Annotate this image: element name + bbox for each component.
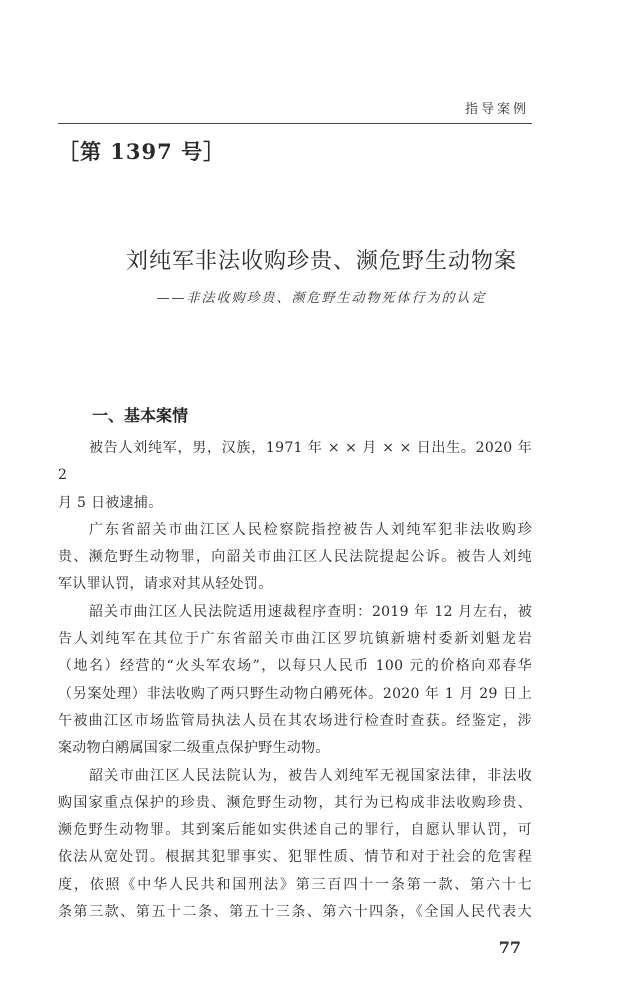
- text-line: （地名）经营的“火头军农场”，以每只人民币 100 元的价格向邓春华: [58, 658, 532, 675]
- header-rule: [58, 123, 532, 124]
- paragraph: [58, 435, 532, 517]
- page-number: 77: [498, 938, 521, 957]
- paragraph: [58, 763, 532, 927]
- text-line: 韶关市曲江区人民法院适用速裁程序查明：2019 年 12 月左右，被: [89, 603, 532, 620]
- text-line: 被告人刘纯军，男，汉族，1971 年 × × 月 × × 日出生。2020 年 2: [58, 440, 532, 484]
- section-heading: 一、基本案情: [92, 406, 189, 425]
- text-line: 濒危野生动物罪。其到案后能如实供述自己的罪行，自愿认罪认罚，可: [58, 822, 532, 839]
- case-subtitle: ——非法收购珍贵、濒危野生动物死体行为的认定: [156, 291, 487, 306]
- text-line: （另案处理）非法收购了两只野生动物白鹇死体。2020 年 1 月 29 日上: [58, 685, 532, 702]
- text-line: 案动物白鹇属国家二级重点保护野生动物。: [58, 740, 330, 757]
- text-line: 军认罪认罚，请求对其从轻处罚。: [58, 576, 273, 593]
- case-title: 刘纯军非法收购珍贵、濒危野生动物案: [125, 249, 517, 274]
- text-line: 度，依照《中华人民共和国刑法》第三百四十一条第一款、第六十七: [58, 876, 532, 893]
- text-line: 告人刘纯军在其位于广东省韶关市曲江区罗坑镇新塘村委新刘魁龙岩: [58, 631, 532, 648]
- text-line: 购国家重点保护的珍贵、濒危野生动物，其行为已构成非法收购珍贵、: [58, 794, 532, 811]
- text-line: 午被曲江区市场监管局执法人员在其农场进行检查时查获。经鉴定，涉: [58, 712, 532, 729]
- section-body: [58, 435, 532, 926]
- case-number: ［第 1397 号］: [58, 139, 226, 164]
- text-line: 韶关市曲江区人民法院认为，被告人刘纯军无视国家法律，非法收: [89, 767, 532, 784]
- text-line: 依法从宽处罚。根据其犯罪事实、犯罪性质、情节和对于社会的危害程: [58, 849, 532, 866]
- paragraph: [58, 517, 532, 599]
- text-line: 贵、濒危野生动物罪，向韶关市曲江区人民法院提起公诉。被告人刘纯: [58, 549, 532, 566]
- text-line: 条第三款、第五十二条、第五十三条、第六十四条，《全国人民代表大: [58, 904, 532, 921]
- paragraph: [58, 599, 532, 763]
- text-line: 广东省韶关市曲江区人民检察院指控被告人刘纯军犯非法收购珍: [89, 521, 532, 538]
- section-label: 指导案例: [464, 102, 529, 117]
- text-line: 月 5 日被逮捕。: [58, 494, 163, 511]
